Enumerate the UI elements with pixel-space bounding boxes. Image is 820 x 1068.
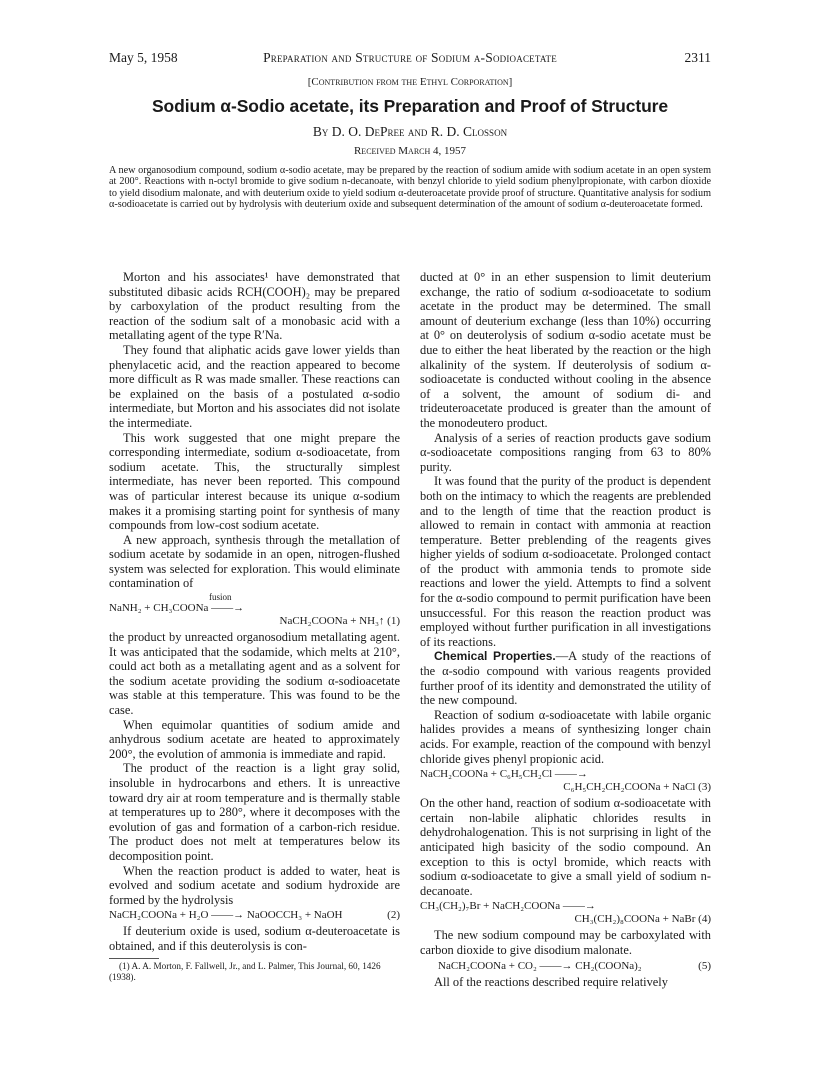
page-number: 2311 [684, 50, 711, 65]
running-title: Preparation and Structure of Sodium α-Sodioacetate [263, 50, 557, 65]
equation-number: (2) [387, 909, 400, 922]
paragraph: A new approach, synthesis through the metallation of sodium acetate by sodamide in an open, nitrogen-flushed system was selected for exploration. This would eliminate contamination of [109, 532, 400, 591]
paragraph: They found that aliphatic acids gave lower yields than phenylacetic acid, and the reaction appeared to become more difficult as R was made smaller. These reactions can be explained on the basis of a postulated α-sodio intermediate, but Morton and his associates did not isolate the intermediate. [109, 342, 400, 430]
paragraph: Morton and his associates¹ have demonstrated that substituted dibasic acids RCH(COOH)₂ may be prepared by carboxylation of the product resulting from the reaction of the sodium salt of a monobasic acid with a metallating agent of the type R′Na. [109, 270, 400, 343]
equation-reactants: CH₃(CH₂)₇Br + NaCH₂COONa ——→ [420, 900, 596, 913]
paragraph: It was found that the purity of the product is dependent both on the intimacy to which the reagents are preblended and to the length of time that the reaction product is allowed to remain in contact with ammonia at reaction temperature. Better preblending of the reagents gives higher yields of sodium α-sodioacetate. Prolonged contact of the product with ammonia tends to promote side reactions and lower the yield. Attempts to find a solvent for the α-sodio compound to permit purification have been unsuccessful. For this reason the reaction product was employed without further purification in all investigations of its reactions. [420, 474, 711, 649]
equation-2 [109, 909, 400, 922]
equation-5 [420, 960, 711, 973]
right-column [420, 270, 711, 989]
paragraph-text: —A study of the reactions of the α-sodio compound with various reagents provided further proof of its identity and demonstrated the utility of the new compound. [420, 649, 711, 708]
paragraph: The product of the reaction is a light gray solid, insoluble in hydrocarbons and ethers. It is unreactive toward dry air at room temperature and is thermally stable at temperatures up to 280°, where it decomposes with the evolution of gas and formation of a carbon-rich residue. The product does not melt at temperatures below its decomposition point. [109, 761, 400, 863]
paragraph: All of the reactions described require relatively [434, 974, 668, 989]
paragraph: If deuterium oxide is used, sodium α-deuteroacetate is obtained, and if this deuterolysis is con- [109, 924, 400, 953]
left-column [109, 270, 400, 983]
paragraph: Reaction of sodium α-sodioacetate with labile organic halides provides a means of synthesizing longer chain acids. For example, reaction of the compound with benzyl chloride gives phenyl propionic acid. [420, 707, 711, 766]
equation-body: NaCH₂COONa + H₂O ——→ NaOOCCH₃ + NaOH [109, 909, 343, 922]
abstract: A new organosodium compound, sodium α-sodio acetate, may be prepared by the reaction of sodium amide with sodium acetate in an open system at 200°. Reactions with n-octyl bromide to give sodium n-decanoate, with benzyl chloride to yield sodium phenylpropionate, with carbon dioxide to yield disodium malonate, and with deuterium oxide to yield sodium α-deuteroacetate provide proof of structure. Quantitative analysis for sodium α-sodioacetate is carried out by hydrolysis with deuterium oxide and subsequent determination of the amount of sodium α-deuteroacetate formed. [109, 165, 712, 211]
equation-products: NaCH₂COONa + NH₃↑ (1) [279, 615, 400, 628]
article-title: Sodium α-Sodio acetate, its Preparation and Proof of Structure [151, 96, 668, 116]
received-date: Received March 4, 1957 [353, 145, 467, 157]
paragraph: Analysis of a series of reaction products gave sodium α-sodioacetate compositions ranging from 63 to 80% purity. [420, 430, 711, 474]
equation-4 [420, 900, 711, 926]
equation-products: CH₃(CH₂)₈COONa + NaBr (4) [574, 913, 711, 926]
section-heading: Chemical Properties. [434, 649, 556, 664]
equation-products: C₆H₅CH₂CH₂COONa + NaCl (3) [563, 781, 711, 794]
equation-number: (5) [698, 959, 711, 972]
paragraph [420, 649, 711, 707]
issue-date: May 5, 1958 [109, 50, 178, 65]
running-head [109, 50, 711, 68]
equation-reactants: NaNH₂ + CH₃COONa ——→ [109, 602, 245, 615]
paragraph: This work suggested that one might prepare the corresponding intermediate, sodium α-sodioacetate, from sodium acetate. This, the structurally simplest intermediate, has never been reported. This compound was of particular interest because its unique α-sodium makes it a promising starting point for synthesis of many compounds from low-cost sodium acetate. [109, 430, 400, 533]
paragraph: When equimolar quantities of sodium amide and anhydrous sodium acetate are heated to approximately 200°, the evolution of ammonia is immediate and rapid. [109, 717, 400, 761]
footnote: (1) A. A. Morton, F. Fallwell, Jr., and L. Palmer, This Journal, 60, 1426 (1938). [109, 960, 381, 982]
paragraph: ducted at 0° in an ether suspension to limit deuterium exchange, the ratio of sodium α-sodioacetate to sodium acetate in the product may be determined. The small amount of deuterium exchange (less than 10%) occurring at 0° on deuterolysis of sodium α-sodio acetate must be due to either the heat liberated by the reaction or the high alkalinity of the system. If deuterolysis of sodium α-sodioacetate is conducted without cooling in the absence of a solvent, the amount of sodium di- and trideuteroacetate produced is greater than the amount of the monodeutero product. [420, 270, 711, 430]
paragraph: the product by unreacted organosodium metallating agent. It was anticipated that the sodamide, which melts at 210°, could act both as a metallating agent and as a solvent for the sodium acetate providing the sodium α-sodioacetate was stable at this temperature. This was found to be the case. [109, 630, 400, 718]
footnote-divider [109, 958, 159, 959]
paragraph: The new sodium compound may be carboxylated with carbon dioxide to give disodium malonate. [420, 928, 711, 957]
equation-reactants: NaCH₂COONa + C₆H₅CH₂Cl ——→ [420, 768, 588, 781]
paragraph: On the other hand, reaction of sodium α-sodioacetate with certain non-labile aliphatic chlorides results in dehydrohalogenation. This is not surprising in light of the anticipated high basicity of the sodio compound. An exception to this is octyl bromide, which reacts with sodium α-sodioacetate to give a small yield of sodium n-decanoate. [420, 796, 711, 898]
equation-body: NaCH₂COONa + CO₂ ——→ CH₂(COONa)₂ [438, 959, 642, 972]
byline: By D. O. DePree and R. D. Closson [312, 124, 508, 139]
equation-1 [109, 593, 400, 628]
equation-3 [420, 768, 711, 794]
equation-condition: fusion [209, 592, 232, 603]
paragraph: When the reaction product is added to water, heat is evolved and sodium acetate and sodium hydroxide are formed by the hydrolysis [109, 863, 400, 907]
contribution-note: [Contribution from the Ethyl Corporation] [307, 76, 513, 88]
